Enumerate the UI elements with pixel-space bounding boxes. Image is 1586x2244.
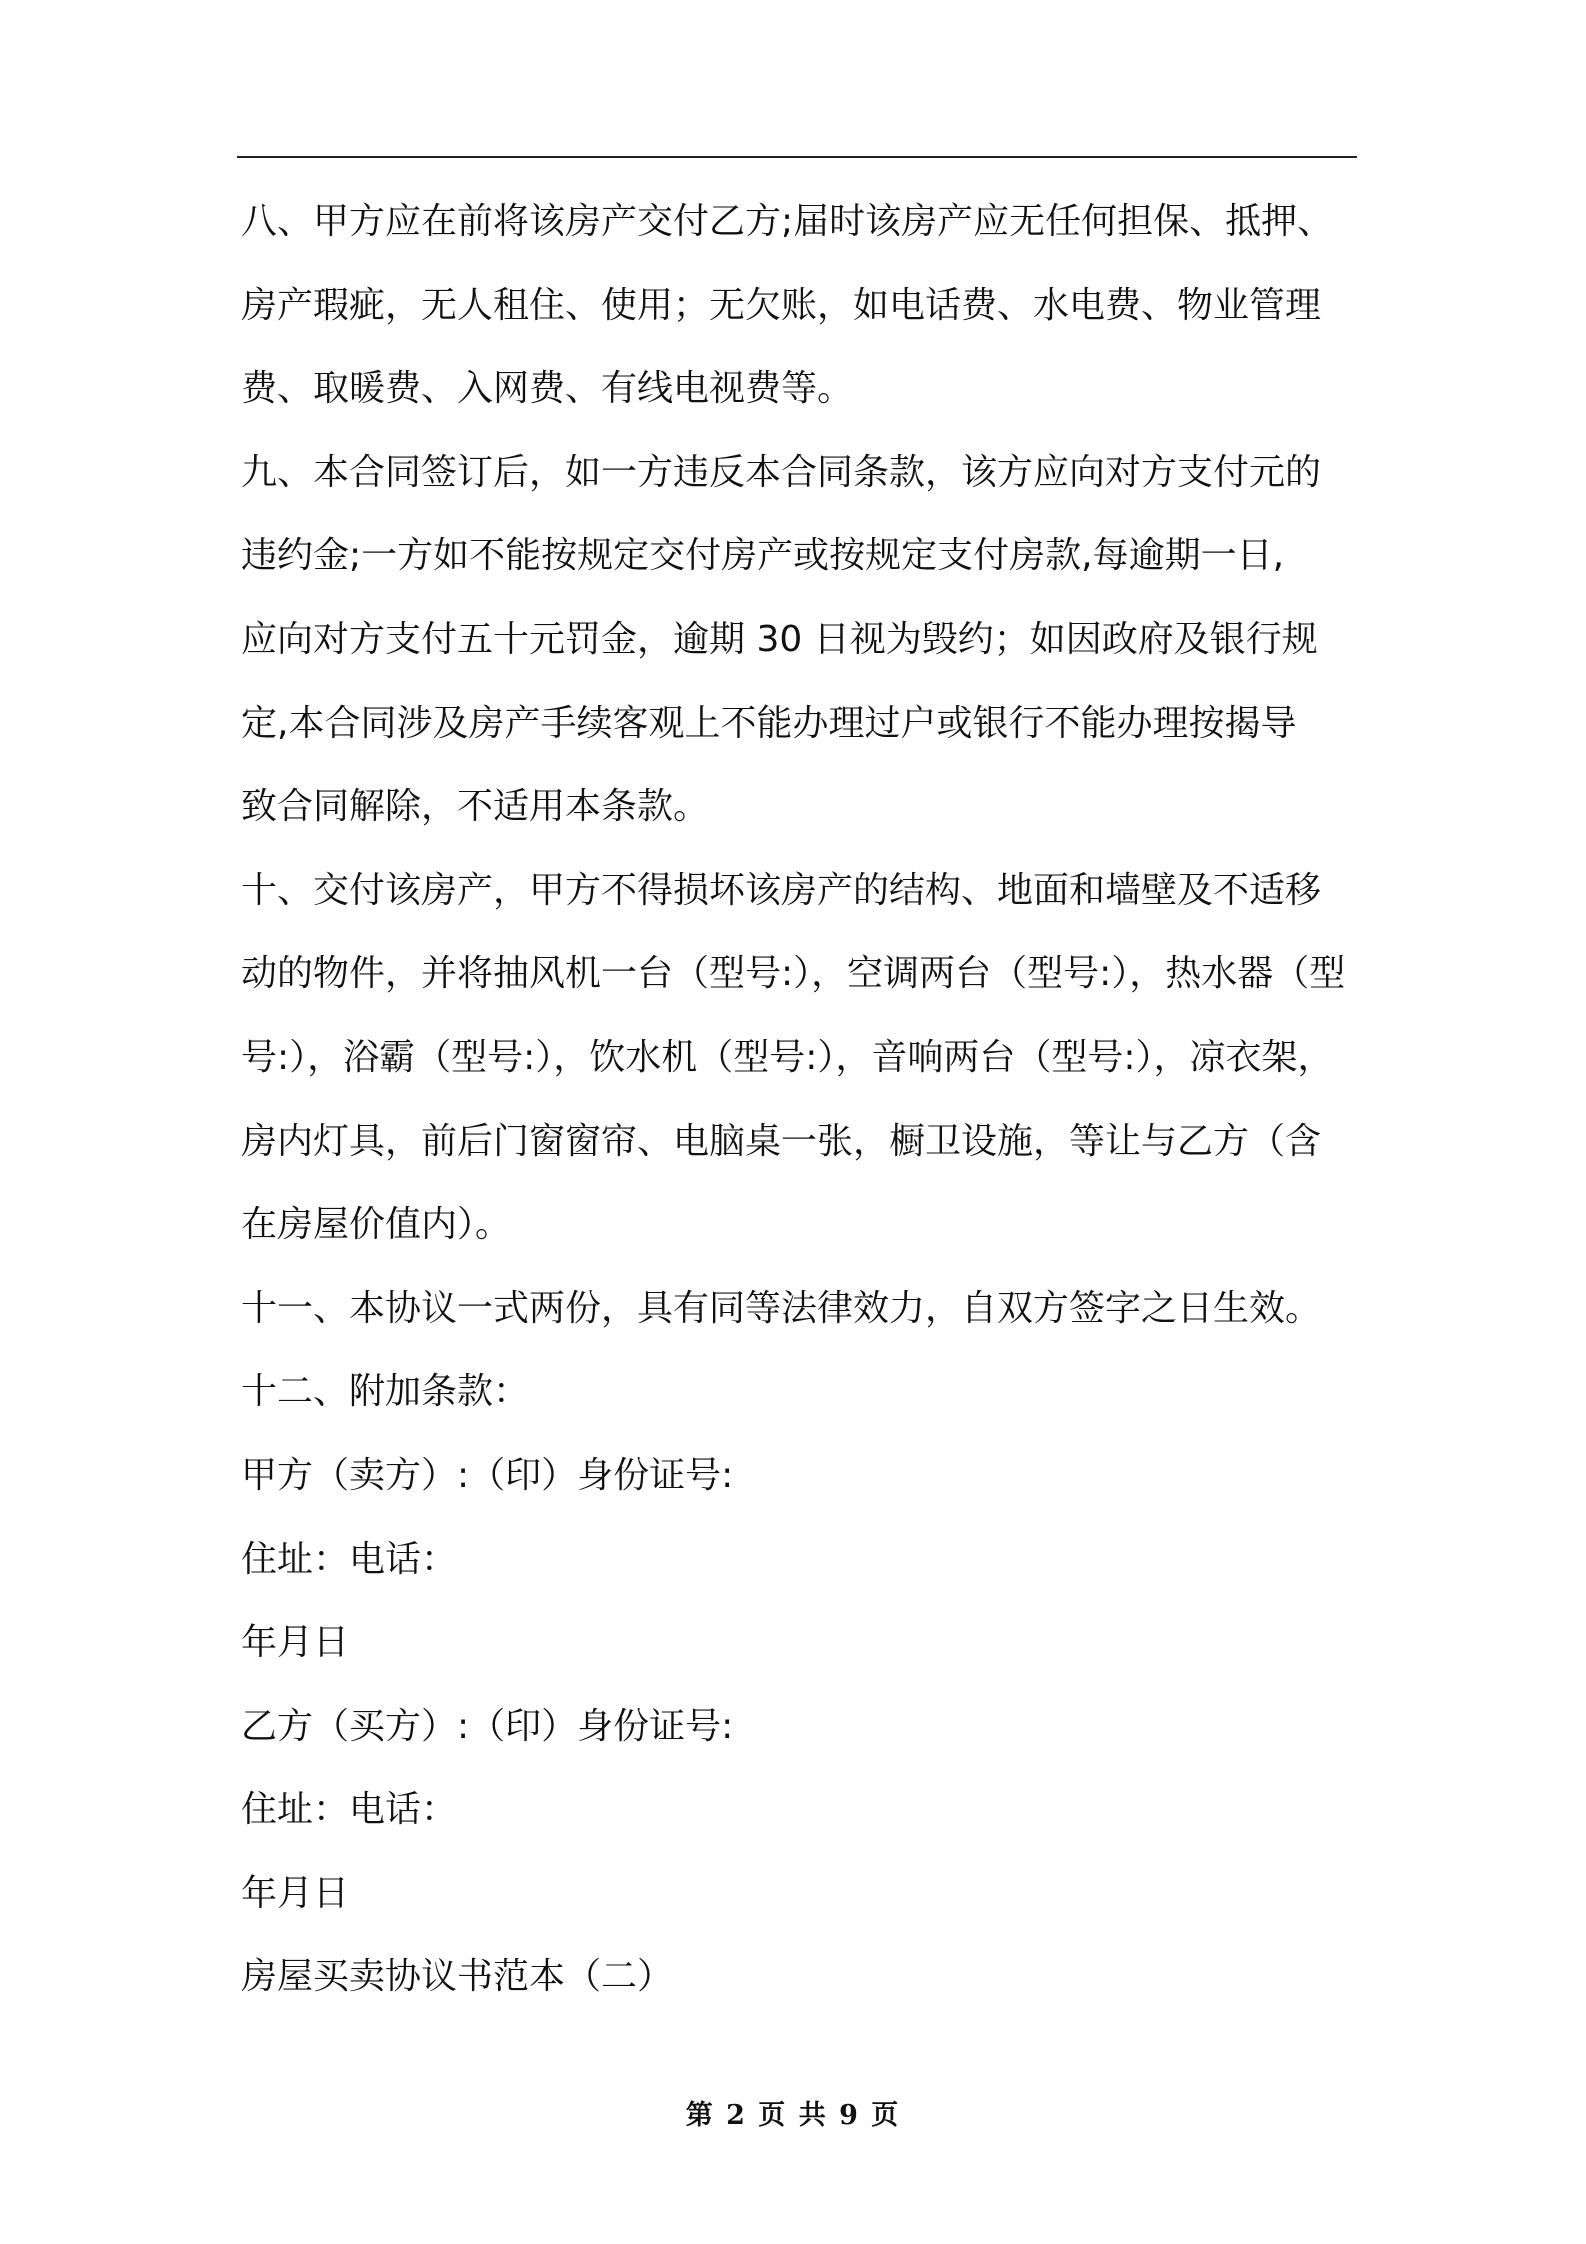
clause-11: 十一、本协议一式两份，具有同等法律效力，自双方签字之日生效。 xyxy=(241,1287,1322,1329)
party-a-label: 甲方（卖方）:（印）身份证号: xyxy=(241,1454,734,1496)
clause-8: 八、甲方应在前将该房产交付乙方;届时该房产应无任何担保、抵押、 房产瑕疵，无人租住、使用；无欠账，如电话费、水电费、物业管理 费、取暖费、入网费、有线电视费等。 xyxy=(241,201,1334,410)
party-a-address: 住址：电话： xyxy=(241,1538,458,1580)
document-body xyxy=(241,180,1357,2019)
party-b-date: 年月日 xyxy=(241,1872,350,1914)
party-b-label: 乙方（买方）:（印）身份证号: xyxy=(241,1705,734,1747)
party-a-date: 年月日 xyxy=(241,1622,350,1664)
party-a-signature-block xyxy=(241,1434,1357,1685)
party-b-signature-block xyxy=(241,1685,1357,1936)
clause-10: 十、交付该房产，甲方不得损坏该房产的结构、地面和墙壁及不适移 动的物件，并将抽风机一台（型号:），空调两台（型号:），热水器（型 号:），浴霸（型号:），饮水机（型号:），音响两台（型号:），凉衣架， 房内灯具，前后门窗窗帘、电脑桌一张，橱卫设施，等让与乙方（含 在房屋价值内）。 xyxy=(241,869,1346,1246)
party-b-address: 住址：电话： xyxy=(241,1789,458,1831)
header-rule xyxy=(237,156,1357,158)
clause-9: 九、本合同签订后，如一方违反本合同条款，该方应向对方支付元的 违约金;一方如不能按规定交付房产或按规定支付房款,每逾期一日, 应向对方支付五十元罚金，逾期 30 日视为毁约；如因政府及银行规 定,本合同涉及房产手续客观上不能办理过户或银行不能办理按揭导 致合同解除，不适用本条款。 xyxy=(241,451,1322,828)
clause-12: 十二、附加条款： xyxy=(241,1371,530,1413)
next-section-title: 房屋买卖协议书范本（二） xyxy=(241,1956,674,1998)
page-number: 第 2 页 共 9 页 xyxy=(685,2100,901,2131)
